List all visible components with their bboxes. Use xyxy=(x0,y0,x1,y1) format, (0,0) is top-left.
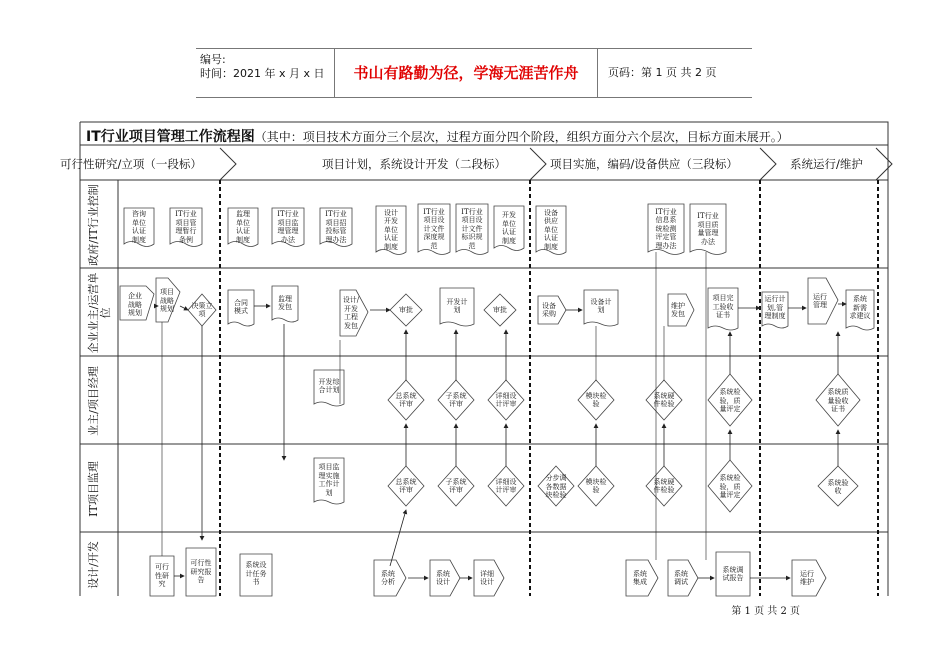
node-system-analysis: 系统 分析 xyxy=(381,569,395,586)
node-supervision-rules: IT行业 项目监 理管理 办法 xyxy=(277,210,299,244)
diagram-title-note: （其中：项目技术方面分三个层次，过程方面分四个阶段，组织方面分六个层次，目标方面未展开。） xyxy=(254,130,789,144)
node-it-pm-regs: IT行业 项目管 理暂行 条例 xyxy=(175,210,197,244)
node-detail-design: 详细 设计 xyxy=(480,569,494,586)
node-module-check-m: 模块检 验 xyxy=(585,391,607,408)
node-equipment-purchase: 设备 采购 xyxy=(542,301,556,318)
node-quality-rules: IT行业 项目质 量管理 办法 xyxy=(697,212,719,246)
node-test-eval-rules: IT行业 信息系 统检测 评定管 理办法 xyxy=(655,207,677,250)
node-detail-review-m: 详细设 计评审 xyxy=(495,391,517,408)
node-supervision-plan: 项目监 理实施 工作计 划 xyxy=(318,463,340,497)
phase-3-label: 项目实施，编码/设备供应（三段标） xyxy=(550,157,738,171)
lane-manager-label: 业主/项目经理 xyxy=(87,366,100,436)
node-dev-plan: 开发计 划 xyxy=(446,297,468,314)
node-subsystem-review-m: 子系统 评审 xyxy=(445,391,467,408)
node-quality-eval-m: 系统检 验，质 量评定 xyxy=(719,388,741,414)
node-quality-eval-s: 系统检 验，质 量评定 xyxy=(719,474,741,500)
phase-4-label: 系统运行/维护 xyxy=(790,157,863,171)
node-dev-tender: 设计/ 开发 工程 发包 xyxy=(342,296,360,330)
motto: 书山有路勤为径，学海无涯苦作舟 xyxy=(334,49,598,97)
node-detail-review-s: 详细设 计评审 xyxy=(495,477,517,494)
node-quality-accept-cert: 系统质 量验收 证书 xyxy=(827,388,849,414)
diagram-title-main: IT行业项目管理工作流程图 xyxy=(86,129,255,145)
node-operation-mgmt: 运行 管理 xyxy=(813,292,827,309)
node-dev-master-plan: 开发综 合计划 xyxy=(318,377,340,394)
phase-1-label: 可行性研究/立项（一段标） xyxy=(60,157,202,171)
node-feasibility-study: 可行 性研 究 xyxy=(155,563,169,589)
node-operation-maintenance: 运行 维护 xyxy=(800,569,814,586)
node-contract-mode: 合同 模式 xyxy=(234,298,248,315)
node-module-check-s: 模块检 验 xyxy=(585,477,607,494)
lane-enterprise-label: 企业业主/运营单位 xyxy=(87,272,112,354)
node-system-design: 系统 设计 xyxy=(436,569,450,586)
node-subsystem-review-s: 子系统 评审 xyxy=(445,477,467,494)
node-system-review-s: 总系统 评审 xyxy=(395,477,417,494)
page-label: 页码：第 1 页 共 2 页 xyxy=(608,66,717,79)
node-bidding-rules: IT行业 项目招 投标管 理办法 xyxy=(325,210,347,244)
number-label: 编号: xyxy=(200,53,226,66)
node-new-requirements: 系统 新需 求建议 xyxy=(849,295,871,321)
node-decision: 决策立 项 xyxy=(191,301,213,318)
node-debug-report: 系统调 试报告 xyxy=(722,565,744,582)
node-design-id-spec: IT行业 项目设 计文件 标识规 范 xyxy=(461,207,483,250)
node-maintenance-tender: 维护 发包 xyxy=(671,301,685,318)
node-supervision-tender: 监理 发包 xyxy=(278,294,292,311)
node-approval-1: 审批 xyxy=(399,305,413,314)
node-consult-cert: 咨询 单位 认证 制度 xyxy=(132,210,146,244)
lane-design-label: 设计/开发 xyxy=(87,541,100,589)
lane-gov-label: 政府/IT行业控制 xyxy=(87,184,100,266)
node-system-review-m: 总系统 评审 xyxy=(395,391,417,408)
node-data-block-check: 分步调 各数据 块检验 xyxy=(545,474,567,500)
node-system-acceptance: 系统验 收 xyxy=(827,478,849,495)
node-design-task-book: 系统设 计任务 书 xyxy=(245,561,267,587)
phase-2-label: 项目计划，系统设计开发（二段标） xyxy=(322,157,506,171)
node-design-depth-spec: IT行业 项目设 计文件 深度规 范 xyxy=(423,207,445,250)
node-enterprise-strategy: 企业 战略 规划 xyxy=(128,292,142,318)
page-footer: 第 1 页 共 2 页 xyxy=(731,606,800,617)
frame-top-right xyxy=(80,122,888,596)
node-design-cert: 设计 开发 单位 认证 制度 xyxy=(384,208,398,251)
node-feasibility-report: 可行性 研究报 告 xyxy=(190,559,212,585)
node-hardware-check-s: 系统硬 件检验 xyxy=(653,477,675,494)
node-supervision-cert: 监理 单位 认证 制度 xyxy=(236,210,250,244)
node-approval-2: 审批 xyxy=(493,305,507,314)
node-system-debug: 系统 调试 xyxy=(674,569,688,586)
lane-supervision-label: IT项目监理 xyxy=(87,461,100,517)
node-dev-cert: 开发 单位 认证 制度 xyxy=(502,211,516,245)
node-equipment-plan: 设备计 划 xyxy=(590,297,612,314)
time-label: 时间：2021 年 x 月 x 日 xyxy=(200,67,325,80)
node-supplier-cert: 设备 供应 单位 认证 制度 xyxy=(544,208,558,251)
node-hardware-check-m: 系统硬 件检验 xyxy=(653,391,675,408)
node-operation-plan: 运行计 划,管 理制度 xyxy=(764,295,786,321)
node-system-integration: 系统 集成 xyxy=(633,569,647,586)
node-completion-cert: 项目完 工验收 证书 xyxy=(712,294,734,320)
node-project-strategy: 项目 战略 规划 xyxy=(160,288,174,314)
